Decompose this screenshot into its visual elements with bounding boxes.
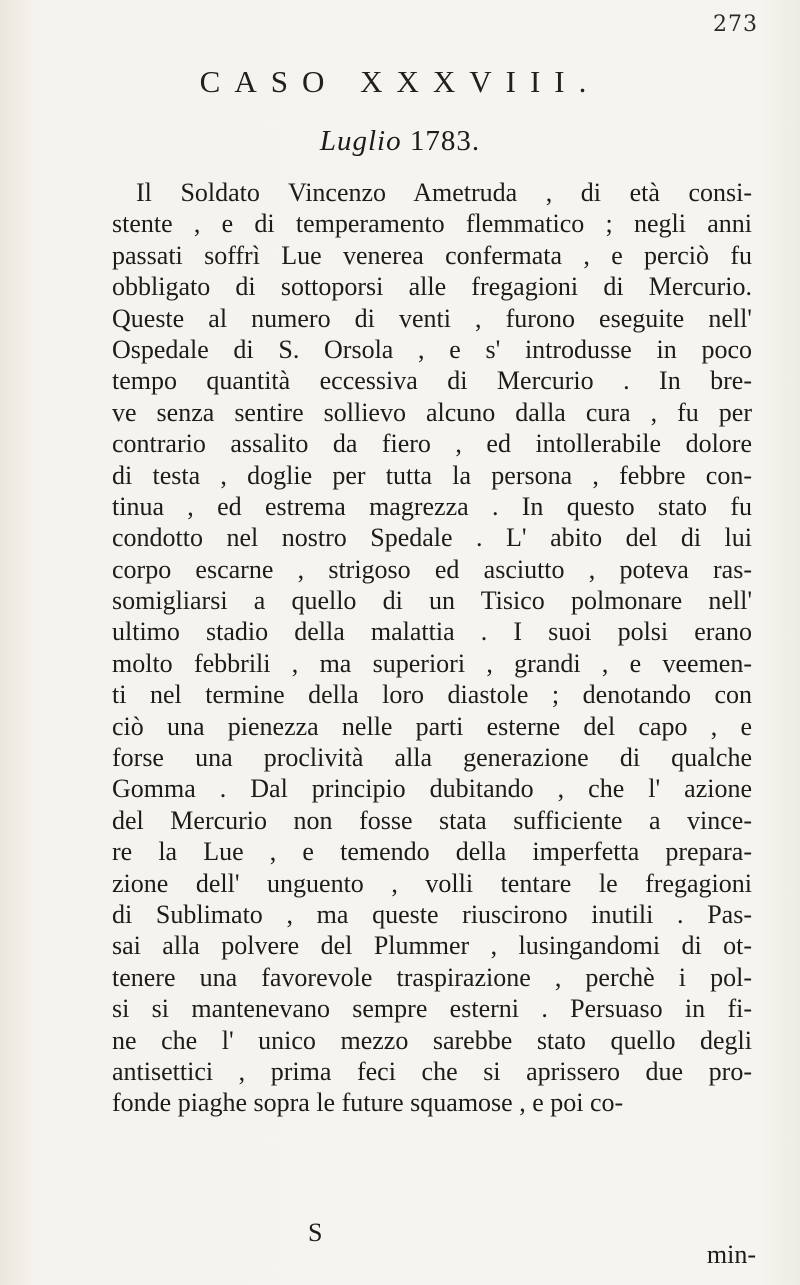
case-title: CASO XXXVIII. (199, 64, 601, 99)
text-line: di testa , doglie per tutta la persona , febbre con- (112, 460, 752, 490)
text-line: condotto nel nostro Spedale . L' abito del di lui (112, 523, 752, 553)
signature-mark: S (308, 1218, 323, 1247)
text-line: antisettici , prima feci che si aprissero due pro- (112, 1056, 752, 1086)
catchword: min- (706, 1240, 756, 1269)
text-line: Ospedale di S. Orsola , e s' introdusse in poco (112, 334, 752, 364)
text-line: Queste al numero di venti , furono eseguite nell' (112, 303, 752, 333)
text-line: contrario assalito da fiero , ed intollerabile dolore (112, 429, 752, 459)
text-line: tinua , ed estrema magrezza . In questo stato fu (112, 491, 752, 521)
text-line: ne che l' unico mezzo sarebbe stato quello degli (112, 1025, 752, 1055)
text-line: somigliarsi a quello di un Tisico polmonare nell' (112, 586, 752, 616)
text-line: fonde piaghe sopra le future squamose , e poi co- (112, 1088, 624, 1118)
case-date (0, 125, 800, 158)
case-body-text (112, 177, 752, 1119)
text-line: ciò una pienezza nelle parti esterne del capo , e (112, 711, 752, 741)
text-line: stente , e di temperamento flemmatico ; negli anni (112, 209, 752, 239)
text-line: di Sublimato , ma queste riuscirono inutili . Pas- (112, 899, 752, 929)
text-line: zione dell' unguento , volli tentare le fregagioni (112, 868, 752, 898)
text-line: ti nel termine della loro diastole ; denotando con (112, 680, 752, 710)
text-line: Il Soldato Vincenzo Ametruda , di età consi- (136, 178, 752, 207)
text-line: del Mercurio non fosse stata sufficiente a vince- (112, 805, 752, 835)
text-line: corpo escarne , strigoso ed asciutto , poteva ras- (112, 554, 752, 584)
date-year: 1783. (409, 125, 481, 157)
text-line: tenere una favorevole traspirazione , perchè i pol- (112, 962, 752, 992)
text-line: ultimo stadio della malattia . I suoi polsi erano (112, 617, 752, 647)
page-number: 273 (713, 12, 758, 37)
text-line: tempo quantità eccessiva di Mercurio . In bre- (112, 366, 752, 396)
text-line: forse una proclività alla generazione di qualche (112, 743, 752, 773)
text-line: si si mantenevano sempre esterni . Persuaso in fi- (112, 994, 752, 1024)
text-line: ve senza sentire sollievo alcuno dalla cura , fu per (112, 397, 752, 427)
text-line: passati soffrì Lue venerea confermata , e perciò fu (112, 240, 752, 270)
text-line: re la Lue , e temendo della imperfetta prepara- (112, 837, 752, 867)
text-line: sai alla polvere del Plummer , lusingandomi di ot- (112, 931, 752, 961)
text-line: molto febbrili , ma superiori , grandi , e veemen- (112, 648, 752, 678)
text-line: Gomma . Dal principio dubitando , che l' azione (112, 774, 752, 804)
text-line: obbligato di sottoporsi alle fregagioni di Mercurio. (112, 272, 752, 302)
date-month: Luglio (319, 125, 402, 157)
